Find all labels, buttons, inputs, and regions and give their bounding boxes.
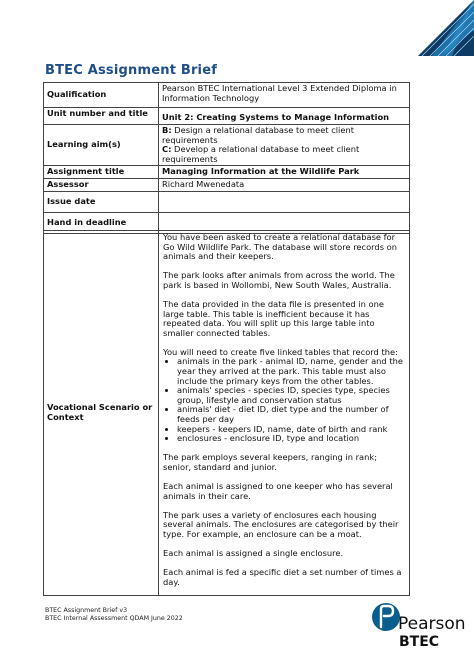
assessor-label: Assessor <box>44 178 159 191</box>
qualification-value: Pearson BTEC International Level 3 Extended Diploma in Information Technology <box>159 83 410 108</box>
issue-date-label: Issue date <box>44 191 159 212</box>
list-item: • animals in the park - animal ID, name, gender and the year they arrived at the park. This table must also include the primary keys from the other tables. <box>177 357 405 386</box>
table-row <box>44 166 410 179</box>
assignment-title-value: Managing Information at the Wildlife Park <box>159 166 410 179</box>
page-title: BTEC Assignment Brief <box>45 63 218 78</box>
scenario-table <box>43 230 410 596</box>
scenario-paragraph: Each animal is assigned to one keeper who has several animals in their care. <box>163 480 393 501</box>
scenario-paragraph: The data provided in the data file is presented in one large table. This table is inefficient because it has repeated data. You will split up this large table into smaller connected tables. <box>163 298 384 338</box>
logo-brand: Pearson <box>398 614 466 634</box>
learning-aims-value <box>159 125 410 166</box>
assignment-title-label: Assignment title <box>44 166 159 179</box>
footer <box>45 607 183 623</box>
table-row <box>44 108 410 125</box>
scenario-paragraph: The park looks after animals from across the world. The park is based in Wollombi, New South Wales, Australia. <box>163 270 395 290</box>
tables-list <box>163 357 405 443</box>
table-row <box>44 83 410 108</box>
scenario-paragraph: Each animal is fed a specific diet a set number of times a day. <box>163 567 402 587</box>
learning-aims-label: Learning aim(s) <box>44 125 159 166</box>
qualification-label: Qualification <box>44 83 159 108</box>
scenario-text <box>159 231 410 596</box>
brief-table <box>43 82 410 234</box>
aim-c-key: C: <box>162 144 172 155</box>
scenario-paragraph: Each animal is assigned a single enclosure. <box>163 547 344 558</box>
scenario-paragraph: You have been asked to create a relational database for Go Wild Wildlife Park. The database will store records on animals and their keepers. <box>163 232 397 262</box>
aim-b-text: Design a relational database to meet client requirements <box>162 125 354 145</box>
footer-line-qdam: BTEC Internal Assessment QDAM June 2022 <box>45 615 183 622</box>
logo-sub: BTEC <box>399 634 440 650</box>
footer-line-version: BTEC Assignment Brief v3 <box>45 607 128 614</box>
assessor-value: Richard Mwenedata <box>159 178 410 191</box>
table-row <box>44 191 410 212</box>
scenario-label: Vocational Scenario or Context <box>44 231 159 596</box>
aim-b-key: B: <box>162 125 172 135</box>
scenario-paragraph: You will need to create five linked tables that record the: <box>163 346 398 357</box>
hand-in-deadline-label: Hand in deadline <box>44 212 159 233</box>
list-item: • enclosures - enclosure ID, type and location <box>177 434 405 444</box>
corner-graphic <box>382 0 474 56</box>
unit-label: Unit number and title <box>44 108 159 125</box>
aim-c-text: Develop a relational database to meet client requirements <box>162 144 360 164</box>
issue-date-value <box>159 191 410 212</box>
table-row <box>44 125 410 166</box>
list-item: • animals' species - species ID, species type, species group, lifestyle and conservation status <box>177 386 405 405</box>
scenario-paragraph: The park uses a variety of enclosures each housing several animals. The enclosures are categorised by their type. For example, an enclosure can be a moat. <box>163 509 399 539</box>
table-row <box>44 178 410 191</box>
list-item: • keepers - keepers ID, name, date of birth and rank <box>177 425 405 435</box>
table-row <box>44 231 410 596</box>
unit-value: Unit 2: Creating Systems to Manage Information <box>159 108 410 125</box>
scenario-paragraph: The park employs several keepers, ranging in rank; senior, standard and junior. <box>163 452 377 472</box>
list-item: • animals' diet - diet ID, diet type and the number of feeds per day <box>177 405 405 424</box>
